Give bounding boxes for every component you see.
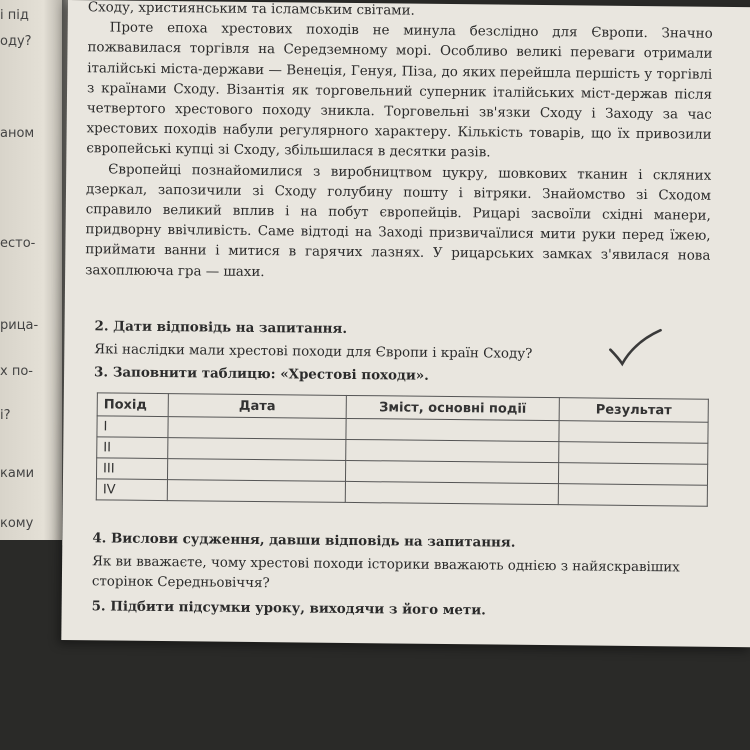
header-result: Результат — [559, 398, 708, 423]
table-cell[interactable] — [558, 484, 707, 507]
text-line: Сходу, християнським та ісламським світами. — [87, 0, 415, 19]
table-cell[interactable] — [558, 463, 707, 486]
task-2-question: Які наслідки мали хрестові походи для Європи і країн Сходу? — [94, 342, 533, 362]
table-cell: I — [97, 416, 168, 438]
table-cell[interactable] — [346, 439, 559, 462]
table-cell: III — [96, 458, 167, 480]
table-cell: IV — [96, 479, 167, 501]
table-cell[interactable] — [168, 417, 346, 440]
margin-fragment: есто- — [0, 236, 36, 251]
previous-page-edge — [0, 0, 62, 540]
margin-fragment: аном — [0, 126, 35, 141]
crusades-table — [96, 392, 709, 506]
margin-fragment: х по- — [0, 364, 33, 379]
table-cell: II — [97, 437, 168, 459]
margin-fragment: кому — [0, 516, 34, 531]
paragraph: Проте епоха хрестових походів не минула безслідно для Європи. Значно пожвавилася торгівля на Середземному морі. Особливо великі переваги отримали італійські міста-держави — Венеція, Генуя, Піза, до яких перейшла першість у торгівлі з країнами Сходу. Візантія як торговельний суперник італійських міст-держав після четвертого хрестового походу зникла. Торговельні зв'язки Сходу і Заходу за час хрестових походів набули регулярного характеру. Кількість товарів, що їх привозили європейські купці зі Сходу, збільшилася в десятки разів. — [86, 20, 713, 161]
table-cell[interactable] — [346, 418, 559, 441]
task-5-title: 5. Підбити підсумки уроку, виходячи з його мети. — [91, 598, 486, 619]
margin-fragment: і під — [0, 8, 29, 23]
table-cell[interactable] — [559, 421, 708, 444]
task-4-title: 4. Вислови судження, давши відповідь на запитання. — [92, 530, 516, 551]
body-text — [85, 0, 713, 288]
table-cell[interactable] — [167, 480, 345, 503]
table-cell[interactable] — [345, 460, 558, 483]
task-3-title: 3. Заповнити таблицю: «Хрестові походи». — [94, 364, 429, 384]
paragraph: Європейці познайомилися з виробництвом цукру, шовкових тканин і скляних дзеркал, запозичили зі Сходу голубину пошту і вітряки. Знайомство зі Сходом справило великий вплив і на побут європейців. Рицарі засвоїли східні манери, придворну ввічливість. Саме відтоді на Заході призвичаїлися мити руки перед їжею, приймати ванни і митися в гарячих лазнях. У рицарських замках з'явилася нова захоплююча гра — шахи. — [85, 162, 712, 280]
textbook-page — [61, 0, 750, 647]
checkmark-icon — [604, 328, 664, 369]
header-events: Зміст, основні події — [346, 395, 559, 420]
task-2-title: 2. Дати відповідь на запитання. — [94, 318, 348, 337]
margin-fragment: оду? — [0, 34, 32, 49]
task-4-question: Як ви вважаєте, чому хрестові походи історики вважають однією з найяскравіших сторінок Середньовіччя? — [91, 554, 680, 592]
header-date: Дата — [168, 394, 346, 419]
table-cell[interactable] — [168, 438, 346, 461]
margin-fragment: рица- — [0, 318, 39, 333]
table-cell[interactable] — [167, 459, 345, 482]
table-cell[interactable] — [559, 442, 708, 465]
margin-fragment: ками — [0, 466, 35, 481]
header-campaign: Похід — [97, 393, 168, 417]
margin-fragment: і? — [0, 408, 11, 423]
table-cell[interactable] — [345, 481, 558, 504]
